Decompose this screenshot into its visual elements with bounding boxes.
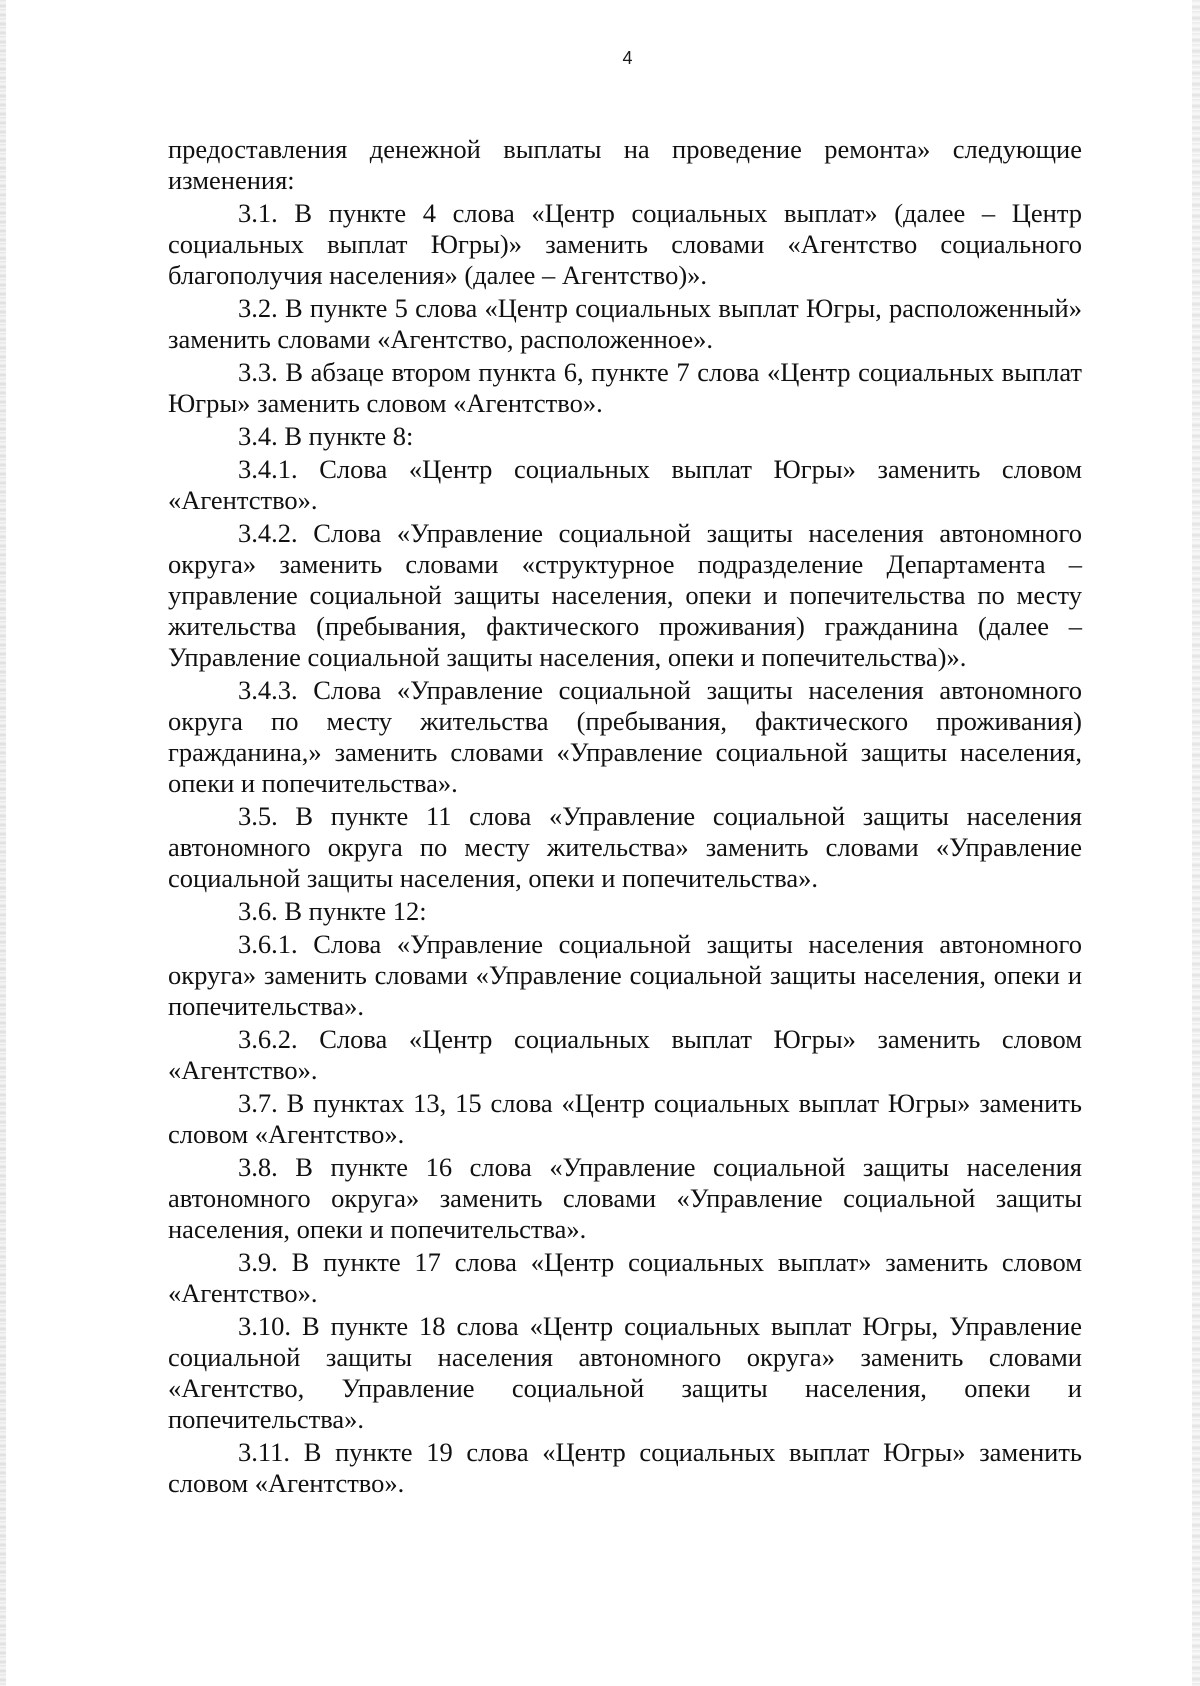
paragraph: 3.4. В пункте 8: (238, 421, 414, 451)
paragraph: 3.11. В пункте 19 слова «Центр социальных выплат Югры» заменить словом «Агентство». (168, 1437, 1082, 1498)
scan-edge-right (1192, 0, 1200, 1686)
paragraph: 3.9. В пункте 17 слова «Центр социальных выплат» заменить словом «Агентство». (168, 1247, 1082, 1308)
scan-edge-left (0, 0, 6, 1686)
paragraph: 3.1. В пункте 4 слова «Центр социальных выплат» (далее – Центр социальных выплат Югры)» заменить словами «Агентство социального благополучия населения» (далее – Агентство)». (168, 198, 1082, 290)
paragraph: 3.6. В пункте 12: (238, 896, 427, 926)
document-body (168, 134, 1082, 1501)
paragraph: 3.6.2. Слова «Центр социальных выплат Югры» заменить словом «Агентство». (168, 1024, 1082, 1085)
page-number: 4 (622, 48, 633, 68)
paragraph: 3.7. В пунктах 13, 15 слова «Центр социальных выплат Югры» заменить словом «Агентство». (168, 1088, 1082, 1149)
paragraph: предоставления денежной выплаты на проведение ремонта» следующие изменения: (168, 134, 1082, 195)
paragraph: 3.4.2. Слова «Управление социальной защиты населения автономного округа» заменить словами «структурное подразделение Департамента – управление социальной защиты населения, опеки и попечительства по месту жительства (пребывания, фактического проживания) гражданина (далее – Управление социальной защиты населения, опеки и попечительства)». (168, 518, 1082, 672)
paragraph: 3.8. В пункте 16 слова «Управление социальной защиты населения автономного округа» заменить словами «Управление социальной защиты населения, опеки и попечительства». (168, 1152, 1082, 1244)
paragraph: 3.3. В абзаце втором пункта 6, пункте 7 слова «Центр социальных выплат Югры» заменить словом «Агентство». (168, 357, 1082, 418)
paragraph: 3.5. В пункте 11 слова «Управление социальной защиты населения автономного округа по месту жительства» заменить словами «Управление социальной защиты населения, опеки и попечительства». (168, 801, 1082, 893)
paragraph: 3.4.3. Слова «Управление социальной защиты населения автономного округа по месту жительства (пребывания, фактического проживания) гражданина,» заменить словами «Управление социальной защиты населения, опеки и попечительства». (168, 675, 1082, 798)
paragraph: 3.10. В пункте 18 слова «Центр социальных выплат Югры, Управление социальной защиты населения автономного округа» заменить словами «Агентство, Управление социальной защиты населения, опеки и попечительства». (168, 1311, 1082, 1434)
paragraph: 3.4.1. Слова «Центр социальных выплат Югры» заменить словом «Агентство». (168, 454, 1082, 515)
paragraph: 3.6.1. Слова «Управление социальной защиты населения автономного округа» заменить словами «Управление социальной защиты населения, опеки и попечительства». (168, 929, 1082, 1021)
paragraph: 3.2. В пункте 5 слова «Центр социальных выплат Югры, расположенный» заменить словами «Агентство, расположенное». (168, 293, 1082, 354)
